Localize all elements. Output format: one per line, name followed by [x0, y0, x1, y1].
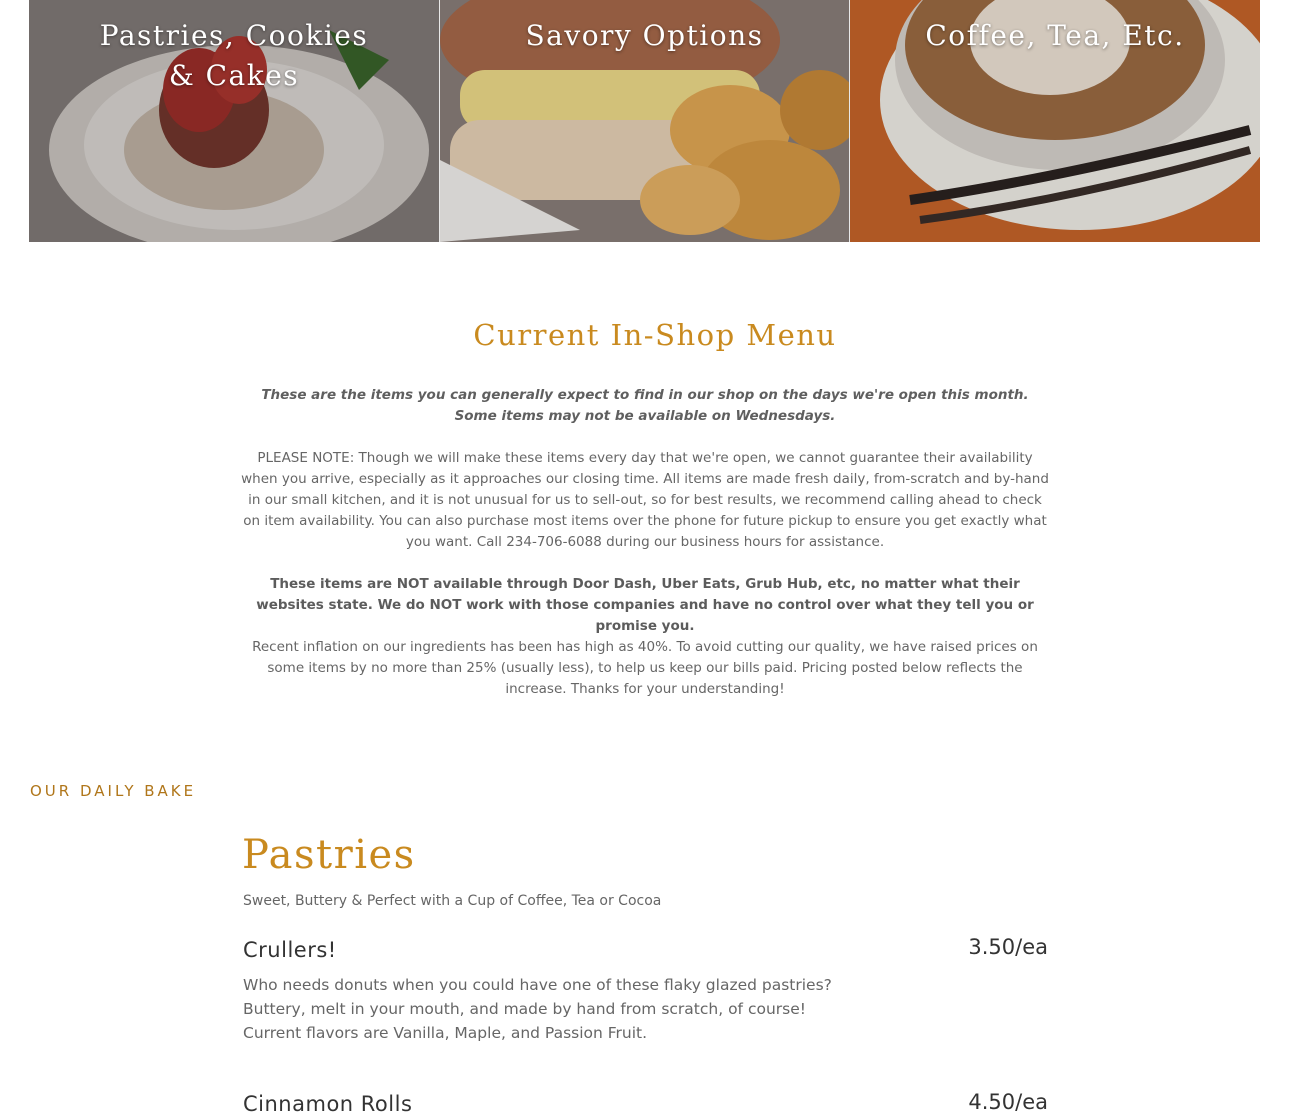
tile-title: Pastries, Cookies & Cakes [99, 19, 369, 92]
inflation-note: Recent inflation on our ingredients has been has high as 40%. To avoid cutting our quality, we have raised prices on some items by no more than 25% (usually less), to help us keep our bills paid. Pricing posted below reflects the increase. Thanks for your understanding! [252, 639, 1038, 697]
menu-item-price: 4.50/ea [968, 1090, 1048, 1114]
availability-note: PLEASE NOTE: Though we will make these items every day that we're open, we cannot guarantee their availability when you arrive, especially as it approaches our closing time. All items are made fresh daily, from-scratch and by-hand in our small kitchen, and it is not unusual for us to sell-out, so for best results, we recommend calling ahead to check on item availability. You can also purchase most items over the phone for future pickup to ensure you get exactly what you want. Call 234-706-6088 during our business hours for assistance. [241, 450, 1049, 550]
tile-savory[interactable] [439, 0, 849, 242]
daily-bake-label: OUR DAILY BAKE [30, 782, 197, 800]
menu-item-name: Cinnamon Rolls [243, 1092, 413, 1116]
tile-pastries[interactable] [29, 0, 439, 242]
delivery-warning: These items are NOT available through Door Dash, Uber Eats, Grub Hub, etc, no matter what their websites state. We do NOT work with those companies and have no control over what they tell you or promise you. [256, 576, 1034, 634]
section-subtitle: Sweet, Buttery & Perfect with a Cup of Coffee, Tea or Cocoa [243, 893, 662, 909]
tile-coffee[interactable] [849, 0, 1260, 242]
category-tiles [29, 0, 1260, 242]
menu-intro: These are the items you can generally expect to find in our shop on the days we're open this month. Some items may not be available on Wednesdays. [261, 387, 1029, 424]
menu-heading: Current In-Shop Menu [473, 318, 837, 352]
tile-title: Savory Options [525, 19, 764, 52]
section-title: Pastries [242, 832, 416, 878]
menu-item-name: Crullers! [243, 938, 337, 962]
menu-item-price: 3.50/ea [968, 935, 1048, 959]
tile-title: Coffee, Tea, Etc. [925, 19, 1185, 52]
menu-item-description: Who needs donuts when you could have one of these flaky glazed pastries? Buttery, melt in your mouth, and made by hand from scratch, of course! Current flavors are Vanilla, Maple, and Passion Fruit. [243, 976, 832, 1042]
